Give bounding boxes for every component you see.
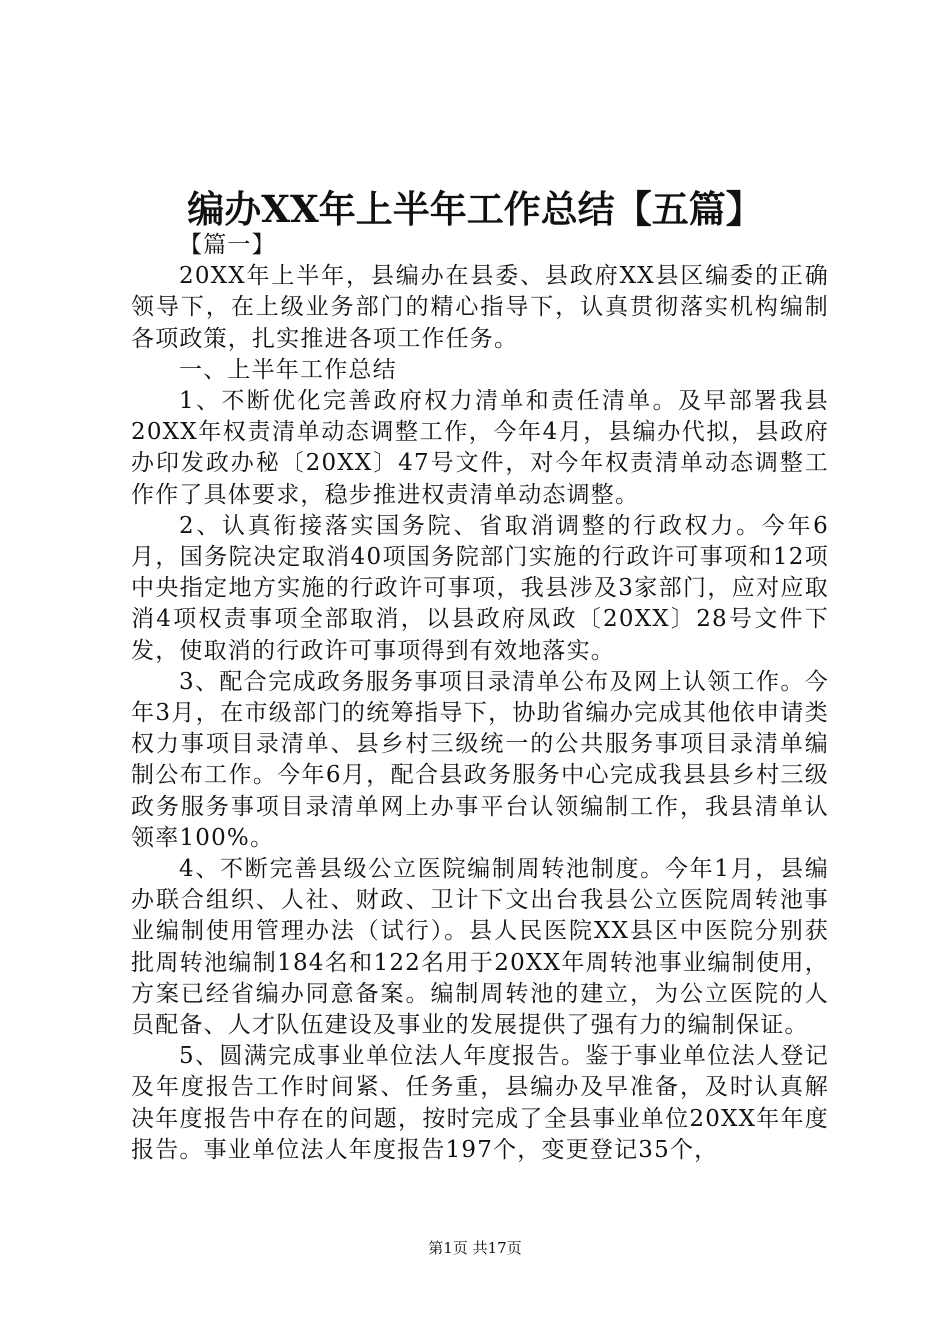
- paragraph-item-4: 4、不断完善县级公立医院编制周转池制度。今年1月，县编办联合组织、人社、财政、卫计下文出台我县公立医院周转池事业编制使用管理办法（试行）。县人民医院XX县区中医院分别获批周转池编制184名和122名用于20XX年周转池事业编制使用，方案已经省编办同意备案。编制周转池的建立，为公立医院的人员配备、人才队伍建设及事业的发展提供了强有力的编制保证。: [131, 856, 829, 1039]
- document-body: [131, 230, 829, 1166]
- paragraph-item-3: 3、配合完成政务服务事项目录清单公布及网上认领工作。今年3月，在市级部门的统筹指导下，协助省编办完成其他依申请类权力事项目录清单、县乡村三级统一的公共服务事项目录清单编制公布工作。今年6月，配合县政务服务中心完成我县县乡村三级政务服务事项目录清单网上办事平台认领编制工作，我县清单认领率100%。: [131, 668, 829, 851]
- section-heading-part-one: 【篇一】: [179, 232, 276, 258]
- page-number-footer: 第1页 共17页: [428, 1239, 522, 1257]
- section-heading-summary: 一、上半年工作总结: [179, 356, 397, 383]
- document-title: 编办XX年上半年工作总结【五篇】: [187, 187, 763, 231]
- intro-paragraph: 20XX年上半年，县编办在县委、县政府XX县区编委的正确领导下，在上级业务部门的精心指导下，认真贯彻落实机构编制各项政策，扎实推进各项工作任务。: [131, 263, 829, 352]
- paragraph-item-5: 5、圆满完成事业单位法人年度报告。鉴于事业单位法人登记及年度报告工作时间紧、任务重，县编办及早准备，及时认真解决年度报告中存在的问题，按时完成了全县事业单位20XX年年度报告。事业单位法人年度报告197个，变更登记35个，: [131, 1043, 829, 1163]
- paragraph-item-2: 2、认真衔接落实国务院、省取消调整的行政权力。今年6月，国务院决定取消40项国务院部门实施的行政许可事项和12项中央指定地方实施的行政许可事项，我县涉及3家部门，应对应取消4项权责事项全部取消，以县政府凤政〔20XX〕28号文件下发，使取消的行政许可事项得到有效地落实。: [131, 512, 829, 664]
- paragraph-item-1: 1、不断优化完善政府权力清单和责任清单。及早部署我县20XX年权责清单动态调整工作，今年4月，县编办代拟，县政府办印发政办秘〔20XX〕47号文件，对今年权责清单动态调整工作作了具体要求，稳步推进权责清单动态调整。: [131, 388, 829, 508]
